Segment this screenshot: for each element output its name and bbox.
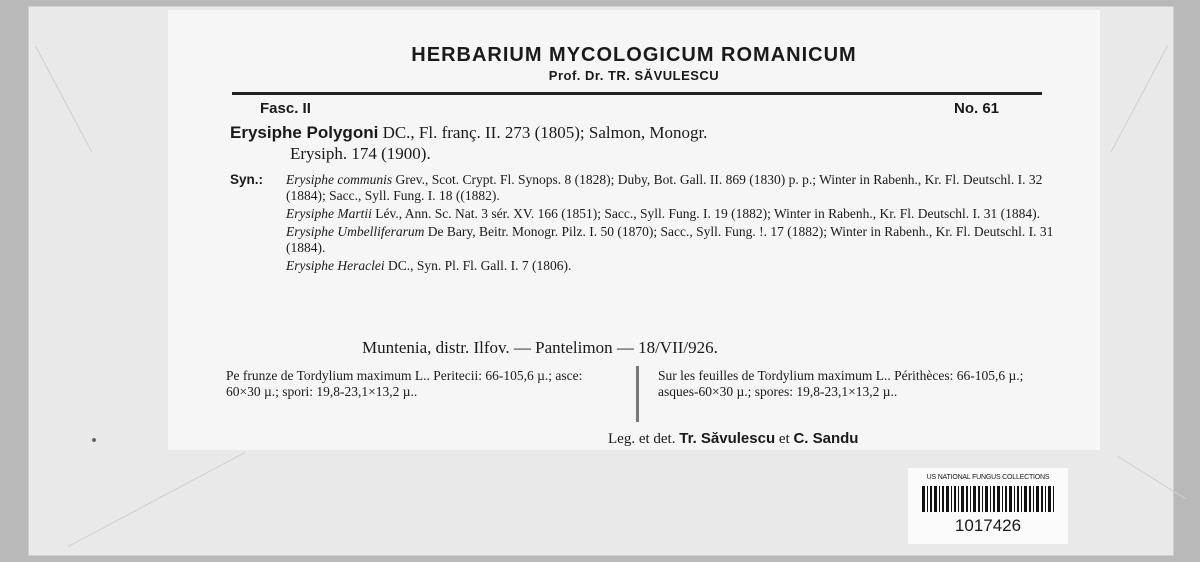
synonym-citation: DC., Syn. Pl. Fl. Gall. I. 7 (1806).	[384, 258, 572, 273]
locality: Muntenia, distr. Ilfov. — Pantelimon — 18/VII/926.	[362, 338, 718, 357]
flap-line	[68, 452, 245, 547]
collector-credit	[608, 430, 858, 448]
synonym-entry	[286, 206, 1056, 222]
barcode-number: 1017426	[954, 516, 1022, 535]
flap-line	[1111, 46, 1168, 152]
synonym-entry	[286, 172, 1056, 204]
credit-prefix: Leg. et det.	[608, 431, 676, 447]
flap-line	[35, 46, 92, 152]
synonym-name: Erysiphe Heraclei	[286, 258, 385, 273]
herbarium-label	[168, 10, 1100, 450]
label-subtitle: Prof. Dr. TR. SĂVULESCU	[548, 68, 720, 83]
synonym-name: Erysiphe communis	[286, 172, 393, 187]
synonym-entry	[286, 224, 1056, 256]
synonym-entry	[286, 258, 1056, 274]
credit-joiner: et	[778, 431, 790, 447]
column-divider	[636, 366, 639, 422]
pin-hole	[92, 438, 96, 442]
synonym-citation: Lév., Ann. Sc. Nat. 3 sér. XV. 166 (1851); Sacc., Syll. Fung. I. 19 (1882); Winter in Rabenh., Kr. Fl. Deutschl. I. 31 (1884).	[371, 206, 1041, 221]
synonym-citation: De Bary, Beitr. Monogr. Pilz. I. 50 (1870); Sacc., Syll. Fung. !. 17 (1882); Winter in Rabenh., Kr. Fl. Deutschl. I. 31 (1884).	[286, 224, 1054, 255]
synonym-name: Erysiphe Umbelliferarum	[286, 224, 425, 239]
synonym-name: Erysiphe Martii	[286, 206, 372, 221]
flap-line	[1117, 456, 1185, 499]
barcode-caption: US NATIONAL FUNGUS COLLECTIONS	[926, 474, 1050, 481]
barcode-icon	[920, 484, 1056, 514]
collector-1: Tr. Săvulescu	[679, 430, 776, 447]
collector-2: C. Sandu	[793, 430, 859, 447]
species-citation: DC., Fl. franç. II. 273 (1805); Salmon, Monogr.	[382, 123, 708, 142]
fascicle-number: Fasc. II	[260, 100, 311, 117]
synonyms-label: Syn.:	[230, 172, 264, 187]
synonym-citation: Grev., Scot. Crypt. Fl. Synops. 8 (1828); Duby, Bot. Gall. II. 869 (1830) p. p.; Winter in Rabenh., Kr. Fl. Deutschl. I. 32 (1884); Sacc., Syll. Fung. I. 18 ((1882).	[286, 172, 1043, 203]
barcode-label	[908, 468, 1068, 544]
species-name: Erysiphe Polygoni	[230, 123, 379, 142]
description-romanian: Pe frunze de Tordylium maximum L.. Peritecii: 66-105,6 µ.; asce: 60×30 µ.; spori: 19,8-23,1×13,2 µ..	[226, 368, 583, 399]
header-rule	[232, 92, 1042, 95]
specimen-number: No. 61	[954, 100, 1000, 117]
species-heading	[230, 122, 1030, 164]
synonym-list	[286, 172, 1056, 276]
description-french: Sur les feuilles de Tordylium maximum L.. Périthèces: 66-105,6 µ.; asques-60×30 µ.; spores: 19,8-23,1×13,2 µ..	[658, 368, 1024, 399]
species-citation-cont: Erysiph. 174 (1900).	[290, 144, 431, 163]
label-title: HERBARIUM MYCOLOGICUM ROMANICUM	[411, 44, 857, 66]
